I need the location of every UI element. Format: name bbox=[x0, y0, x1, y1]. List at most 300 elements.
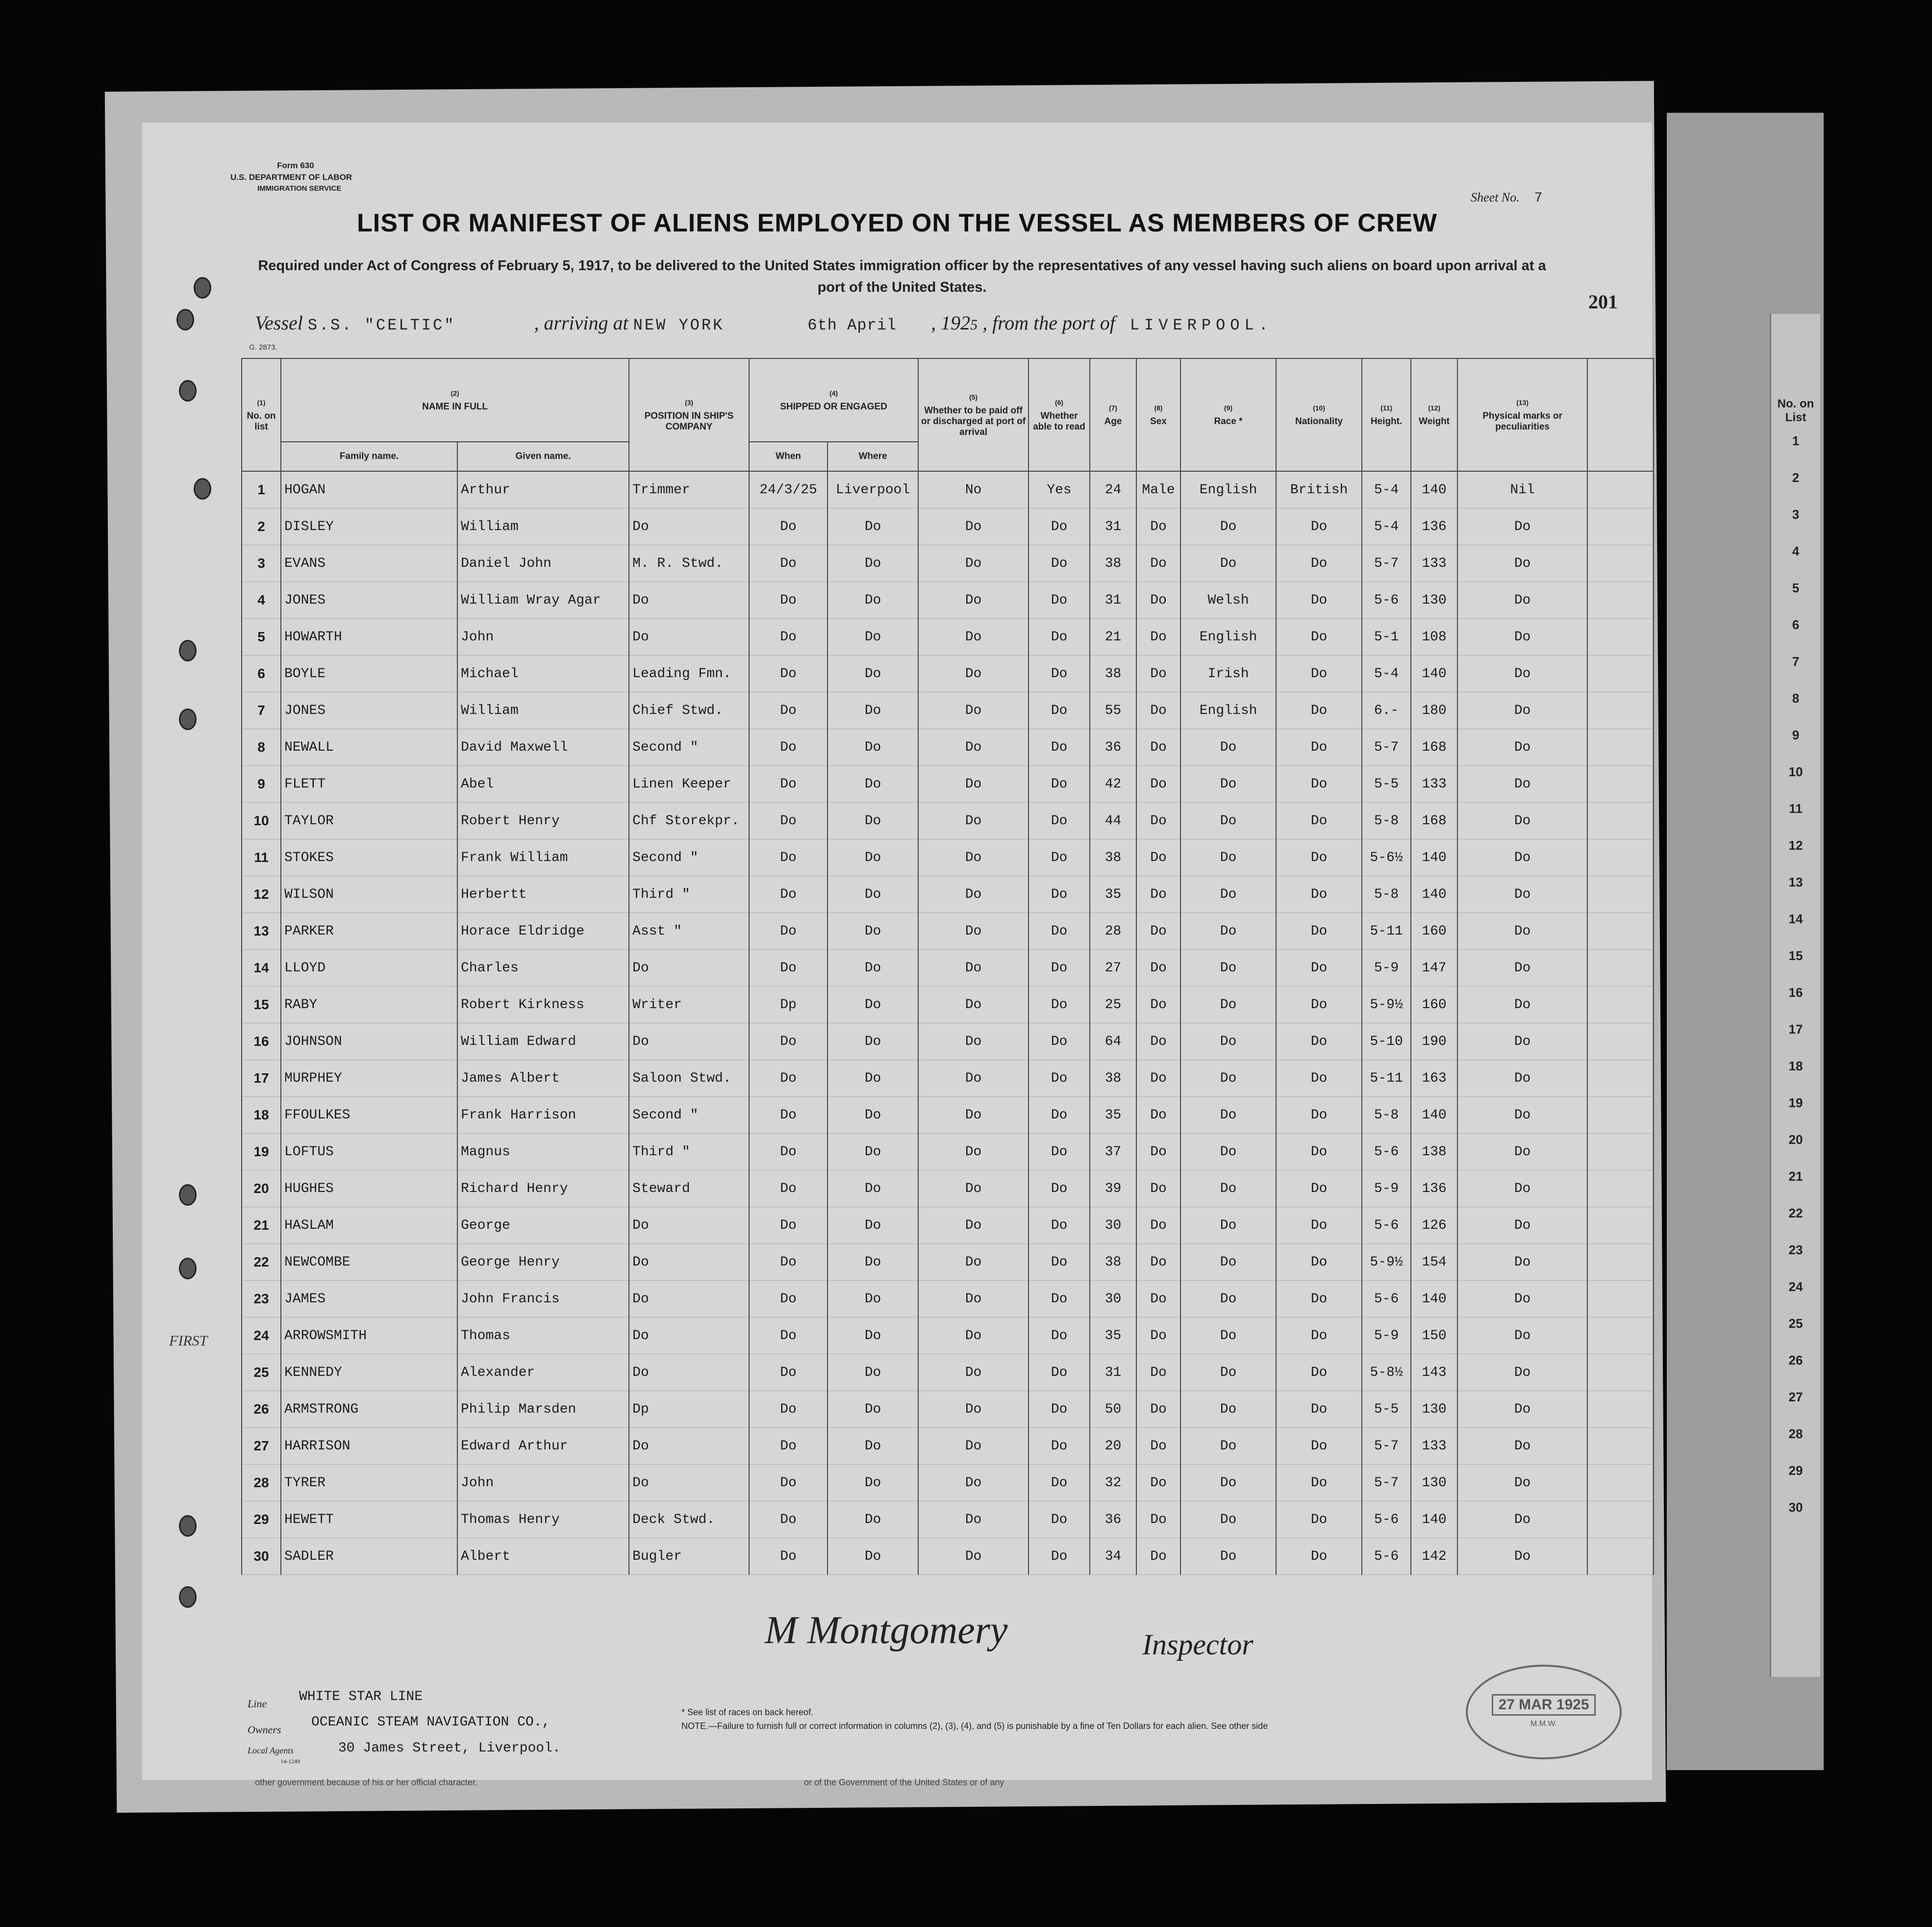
cell-sex: Do bbox=[1136, 1428, 1180, 1465]
cell-paid: Do bbox=[918, 656, 1029, 692]
cell-race: Do bbox=[1180, 950, 1276, 987]
cell-where: Do bbox=[828, 1097, 918, 1134]
cell-race: Welsh bbox=[1180, 582, 1276, 619]
cell-no: 22 bbox=[242, 1244, 281, 1281]
cell-sex: Do bbox=[1136, 545, 1180, 582]
table-row bbox=[242, 987, 1654, 1023]
cell-blank bbox=[1587, 1465, 1654, 1501]
cell-read: Do bbox=[1029, 729, 1090, 766]
cell-read: Do bbox=[1029, 987, 1090, 1023]
cell-given: John bbox=[457, 619, 629, 656]
cell-where: Do bbox=[828, 619, 918, 656]
cell-race: Do bbox=[1180, 839, 1276, 876]
adjacent-sheet-number: 3 bbox=[1792, 507, 1800, 522]
cell-height: 5-6½ bbox=[1362, 839, 1411, 876]
cell-position: Do bbox=[629, 1207, 749, 1244]
adjacent-sheet-number: 25 bbox=[1788, 1316, 1803, 1331]
cell-height: 5-8 bbox=[1362, 803, 1411, 839]
cell-position: Chief Stwd. bbox=[629, 692, 749, 729]
cell-position: M. R. Stwd. bbox=[629, 545, 749, 582]
cell-family: JAMES bbox=[281, 1281, 457, 1318]
cell-when: Do bbox=[749, 1281, 828, 1318]
adjacent-sheet-number: 16 bbox=[1788, 985, 1803, 1000]
col-header-paid-off: (5) Whether to be paid off or discharged at port of arrival bbox=[918, 358, 1029, 471]
cell-height: 5-5 bbox=[1362, 766, 1411, 803]
cell-age: 36 bbox=[1090, 1501, 1136, 1538]
col-header-no: (1) No. on list bbox=[242, 358, 281, 471]
table-row bbox=[242, 1281, 1654, 1318]
cell-given: Alexander bbox=[457, 1354, 629, 1391]
table-row bbox=[242, 1538, 1654, 1575]
cell-race: Do bbox=[1180, 1391, 1276, 1428]
cell-marks: Do bbox=[1457, 656, 1587, 692]
col-header-when: When bbox=[749, 442, 828, 471]
col-header-given-name: Given name. bbox=[457, 442, 629, 471]
cell-paid: No bbox=[918, 471, 1029, 508]
cell-when: Do bbox=[749, 1428, 828, 1465]
col-header-weight: (12) Weight bbox=[1411, 358, 1457, 471]
cell-no: 26 bbox=[242, 1391, 281, 1428]
cell-read: Do bbox=[1029, 1170, 1090, 1207]
cell-family: NEWALL bbox=[281, 729, 457, 766]
cell-sex: Do bbox=[1136, 1097, 1180, 1134]
cell-blank bbox=[1587, 876, 1654, 913]
cell-read: Do bbox=[1029, 950, 1090, 987]
cell-age: 38 bbox=[1090, 656, 1136, 692]
cell-sex: Do bbox=[1136, 1538, 1180, 1575]
manifest-body bbox=[242, 471, 1654, 1575]
cell-family: HOGAN bbox=[281, 471, 457, 508]
cell-given: George bbox=[457, 1207, 629, 1244]
cell-race: Do bbox=[1180, 1501, 1276, 1538]
cell-blank bbox=[1587, 656, 1654, 692]
cell-weight: 180 bbox=[1411, 692, 1457, 729]
cell-age: 35 bbox=[1090, 876, 1136, 913]
cell-where: Do bbox=[828, 582, 918, 619]
cell-sex: Do bbox=[1136, 619, 1180, 656]
cell-age: 31 bbox=[1090, 1354, 1136, 1391]
cell-given: Magnus bbox=[457, 1134, 629, 1170]
cell-nat: Do bbox=[1276, 545, 1362, 582]
cell-sex: Do bbox=[1136, 913, 1180, 950]
cell-race: Do bbox=[1180, 729, 1276, 766]
adjacent-sheet-number: 1 bbox=[1792, 433, 1800, 448]
cell-blank bbox=[1587, 471, 1654, 508]
cell-blank bbox=[1587, 1207, 1654, 1244]
cell-age: 42 bbox=[1090, 766, 1136, 803]
cell-position: Linen Keeper bbox=[629, 766, 749, 803]
cell-height: 5-4 bbox=[1362, 508, 1411, 545]
cell-sex: Do bbox=[1136, 1060, 1180, 1097]
cell-height: 5-8 bbox=[1362, 876, 1411, 913]
cell-read: Do bbox=[1029, 656, 1090, 692]
cell-race: Do bbox=[1180, 545, 1276, 582]
cell-family: HARRISON bbox=[281, 1428, 457, 1465]
cell-given: Philip Marsden bbox=[457, 1391, 629, 1428]
adjacent-sheet-number: 12 bbox=[1788, 838, 1803, 853]
table-row bbox=[242, 1465, 1654, 1501]
arrival-date: 6th April bbox=[807, 316, 897, 334]
cell-age: 38 bbox=[1090, 545, 1136, 582]
cell-nat: Do bbox=[1276, 1465, 1362, 1501]
cell-family: TYRER bbox=[281, 1465, 457, 1501]
cell-position: Do bbox=[629, 1244, 749, 1281]
from-label: , from the port of bbox=[982, 312, 1115, 334]
cell-position: Do bbox=[629, 1465, 749, 1501]
races-note: * See list of races on back hereof. bbox=[681, 1707, 814, 1717]
cell-nat: Do bbox=[1276, 1538, 1362, 1575]
cell-no: 4 bbox=[242, 582, 281, 619]
adjacent-sheet-number: 13 bbox=[1788, 875, 1803, 889]
cell-age: 28 bbox=[1090, 913, 1136, 950]
cell-read: Yes bbox=[1029, 471, 1090, 508]
cell-position: Do bbox=[629, 1318, 749, 1354]
cell-no: 14 bbox=[242, 950, 281, 987]
cell-read: Do bbox=[1029, 1207, 1090, 1244]
adjacent-sheet-number: 29 bbox=[1788, 1463, 1803, 1478]
cell-race: English bbox=[1180, 692, 1276, 729]
cell-sex: Do bbox=[1136, 839, 1180, 876]
cell-nat: Do bbox=[1276, 1318, 1362, 1354]
cell-race: Do bbox=[1180, 803, 1276, 839]
cell-height: 5-8 bbox=[1362, 1097, 1411, 1134]
cell-read: Do bbox=[1029, 1318, 1090, 1354]
cell-race: Do bbox=[1180, 1134, 1276, 1170]
cell-when: Do bbox=[749, 913, 828, 950]
cell-sex: Do bbox=[1136, 692, 1180, 729]
arriving-label: , arriving at bbox=[534, 312, 628, 334]
cell-no: 11 bbox=[242, 839, 281, 876]
cell-no: 28 bbox=[242, 1465, 281, 1501]
cell-age: 21 bbox=[1090, 619, 1136, 656]
cell-marks: Do bbox=[1457, 1097, 1587, 1134]
cell-family: HOWARTH bbox=[281, 619, 457, 656]
table-row bbox=[242, 545, 1654, 582]
cell-read: Do bbox=[1029, 1354, 1090, 1391]
punch-hole bbox=[179, 709, 197, 730]
cell-read: Do bbox=[1029, 619, 1090, 656]
cell-family: HASLAM bbox=[281, 1207, 457, 1244]
cell-where: Do bbox=[828, 1318, 918, 1354]
cell-family: NEWCOMBE bbox=[281, 1244, 457, 1281]
cell-blank bbox=[1587, 1170, 1654, 1207]
cell-read: Do bbox=[1029, 582, 1090, 619]
page-number: 201 bbox=[1588, 291, 1618, 313]
col-header-nationality: (10) Nationality bbox=[1276, 358, 1362, 471]
cell-no: 16 bbox=[242, 1023, 281, 1060]
cell-weight: 140 bbox=[1411, 839, 1457, 876]
cell-blank bbox=[1587, 545, 1654, 582]
cell-no: 27 bbox=[242, 1428, 281, 1465]
cell-when: Do bbox=[749, 1170, 828, 1207]
cell-family: PARKER bbox=[281, 913, 457, 950]
punch-hole bbox=[179, 640, 197, 661]
cell-age: 35 bbox=[1090, 1318, 1136, 1354]
cell-paid: Do bbox=[918, 913, 1029, 950]
adjacent-sheet-number: 27 bbox=[1788, 1390, 1803, 1404]
cell-age: 39 bbox=[1090, 1170, 1136, 1207]
cell-position: Steward bbox=[629, 1170, 749, 1207]
year-prefix: , 192 bbox=[931, 312, 971, 334]
table-row bbox=[242, 876, 1654, 913]
cell-given: Horace Eldridge bbox=[457, 913, 629, 950]
cell-age: 44 bbox=[1090, 803, 1136, 839]
cell-position: Second " bbox=[629, 839, 749, 876]
cell-age: 34 bbox=[1090, 1538, 1136, 1575]
punch-hole bbox=[176, 309, 194, 330]
cell-given: William Wray Agar bbox=[457, 582, 629, 619]
cell-paid: Do bbox=[918, 1428, 1029, 1465]
cell-paid: Do bbox=[918, 1170, 1029, 1207]
cell-marks: Do bbox=[1457, 950, 1587, 987]
cell-paid: Do bbox=[918, 1207, 1029, 1244]
cell-blank bbox=[1587, 508, 1654, 545]
cell-nat: Do bbox=[1276, 692, 1362, 729]
cell-weight: 150 bbox=[1411, 1318, 1457, 1354]
cell-position: Do bbox=[629, 1354, 749, 1391]
cell-family: RABY bbox=[281, 987, 457, 1023]
cell-height: 5-5 bbox=[1362, 1391, 1411, 1428]
punch-hole bbox=[194, 277, 211, 299]
cell-race: Do bbox=[1180, 766, 1276, 803]
cell-blank bbox=[1587, 729, 1654, 766]
cell-marks: Do bbox=[1457, 987, 1587, 1023]
cell-weight: 133 bbox=[1411, 545, 1457, 582]
cell-position: Third " bbox=[629, 876, 749, 913]
table-row bbox=[242, 1428, 1654, 1465]
cell-race: Do bbox=[1180, 1023, 1276, 1060]
cell-where: Do bbox=[828, 1281, 918, 1318]
cell-given: Michael bbox=[457, 656, 629, 692]
cell-given: David Maxwell bbox=[457, 729, 629, 766]
cell-when: Do bbox=[749, 1501, 828, 1538]
cell-no: 2 bbox=[242, 508, 281, 545]
year-digit: 5 bbox=[970, 317, 978, 333]
cell-blank bbox=[1587, 692, 1654, 729]
cell-paid: Do bbox=[918, 987, 1029, 1023]
crew-manifest-table bbox=[241, 358, 1654, 1575]
cell-family: DISLEY bbox=[281, 508, 457, 545]
cell-nat: Do bbox=[1276, 766, 1362, 803]
cell-no: 17 bbox=[242, 1060, 281, 1097]
cell-position: Leading Fmn. bbox=[629, 656, 749, 692]
adjacent-sheet-number: 7 bbox=[1792, 654, 1800, 669]
table-row bbox=[242, 1501, 1654, 1538]
cell-weight: 130 bbox=[1411, 1391, 1457, 1428]
adjacent-sheet-number: 11 bbox=[1789, 801, 1803, 816]
col-header-position: (3) POSITION IN SHIP'S COMPANY bbox=[629, 358, 749, 471]
cell-weight: 130 bbox=[1411, 582, 1457, 619]
table-row bbox=[242, 656, 1654, 692]
cell-where: Do bbox=[828, 729, 918, 766]
adjacent-sheet-number: 4 bbox=[1792, 544, 1800, 558]
cell-nat: British bbox=[1276, 471, 1362, 508]
punch-hole bbox=[194, 478, 211, 500]
cell-height: 5-4 bbox=[1362, 656, 1411, 692]
cell-no: 29 bbox=[242, 1501, 281, 1538]
cell-height: 5-7 bbox=[1362, 545, 1411, 582]
cell-sex: Do bbox=[1136, 1501, 1180, 1538]
cell-marks: Do bbox=[1457, 1134, 1587, 1170]
cell-given: Charles bbox=[457, 950, 629, 987]
cell-height: 5-6 bbox=[1362, 1501, 1411, 1538]
adjacent-sheet-number: 15 bbox=[1788, 948, 1803, 963]
cell-paid: Do bbox=[918, 582, 1029, 619]
cell-race: Do bbox=[1180, 1465, 1276, 1501]
stamp-text: M.M.W. bbox=[1530, 1720, 1557, 1728]
cell-weight: 136 bbox=[1411, 1170, 1457, 1207]
cell-paid: Do bbox=[918, 729, 1029, 766]
from-port: LIVERPOOL. bbox=[1129, 316, 1273, 334]
cell-paid: Do bbox=[918, 692, 1029, 729]
cell-when: Do bbox=[749, 1465, 828, 1501]
cell-sex: Do bbox=[1136, 729, 1180, 766]
cell-family: LOFTUS bbox=[281, 1134, 457, 1170]
cell-no: 8 bbox=[242, 729, 281, 766]
col-header-marks: (13) Physical marks or peculiarities bbox=[1457, 358, 1587, 471]
table-row bbox=[242, 913, 1654, 950]
adjacent-sheet-number: 23 bbox=[1788, 1242, 1803, 1257]
cell-marks: Do bbox=[1457, 1207, 1587, 1244]
cell-where: Do bbox=[828, 803, 918, 839]
cell-marks: Do bbox=[1457, 582, 1587, 619]
cell-height: 5-7 bbox=[1362, 729, 1411, 766]
cell-blank bbox=[1587, 1097, 1654, 1134]
col-header-sex: (8) Sex bbox=[1136, 358, 1180, 471]
cell-age: 38 bbox=[1090, 839, 1136, 876]
table-row bbox=[242, 471, 1654, 508]
cell-read: Do bbox=[1029, 545, 1090, 582]
cell-blank bbox=[1587, 619, 1654, 656]
cell-marks: Do bbox=[1457, 508, 1587, 545]
cell-marks: Do bbox=[1457, 692, 1587, 729]
cell-when: Do bbox=[749, 656, 828, 692]
cell-where: Do bbox=[828, 1207, 918, 1244]
cell-sex: Do bbox=[1136, 1318, 1180, 1354]
cell-when: Do bbox=[749, 950, 828, 987]
cell-age: 55 bbox=[1090, 692, 1136, 729]
cell-weight: 140 bbox=[1411, 1097, 1457, 1134]
cell-read: Do bbox=[1029, 1501, 1090, 1538]
cell-weight: 136 bbox=[1411, 508, 1457, 545]
col-header-race: (9) Race * bbox=[1180, 358, 1276, 471]
cell-nat: Do bbox=[1276, 839, 1362, 876]
cell-position: Third " bbox=[629, 1134, 749, 1170]
cell-position: Do bbox=[629, 1023, 749, 1060]
cell-age: 31 bbox=[1090, 582, 1136, 619]
cell-age: 38 bbox=[1090, 1060, 1136, 1097]
agents-label: Local Agents bbox=[248, 1746, 294, 1755]
cell-where: Do bbox=[828, 876, 918, 913]
cell-weight: 160 bbox=[1411, 913, 1457, 950]
cell-paid: Do bbox=[918, 1023, 1029, 1060]
cell-nat: Do bbox=[1276, 656, 1362, 692]
cell-marks: Do bbox=[1457, 1023, 1587, 1060]
cell-blank bbox=[1587, 766, 1654, 803]
cell-read: Do bbox=[1029, 839, 1090, 876]
adjacent-sheet-number: 18 bbox=[1788, 1059, 1803, 1073]
cell-given: Albert bbox=[457, 1538, 629, 1575]
cell-when: Do bbox=[749, 1538, 828, 1575]
cell-when: Do bbox=[749, 1391, 828, 1428]
vessel-line bbox=[255, 311, 1273, 334]
cell-position: Chf Storekpr. bbox=[629, 803, 749, 839]
cell-age: 31 bbox=[1090, 508, 1136, 545]
cell-nat: Do bbox=[1276, 1060, 1362, 1097]
cell-blank bbox=[1587, 1538, 1654, 1575]
owners-value: OCEANIC STEAM NAVIGATION CO., bbox=[311, 1715, 551, 1730]
cell-race: Do bbox=[1180, 913, 1276, 950]
cell-weight: 130 bbox=[1411, 1465, 1457, 1501]
cell-no: 7 bbox=[242, 692, 281, 729]
cell-height: 6.- bbox=[1362, 692, 1411, 729]
cell-marks: Do bbox=[1457, 1391, 1587, 1428]
table-row bbox=[242, 1060, 1654, 1097]
cell-when: 24/3/25 bbox=[749, 471, 828, 508]
cell-blank bbox=[1587, 582, 1654, 619]
cell-where: Do bbox=[828, 1354, 918, 1391]
cell-position: Do bbox=[629, 619, 749, 656]
cell-sex: Do bbox=[1136, 876, 1180, 913]
cell-blank bbox=[1587, 1501, 1654, 1538]
cell-paid: Do bbox=[918, 803, 1029, 839]
cell-position: Second " bbox=[629, 1097, 749, 1134]
adjacent-sheet-number: 22 bbox=[1788, 1206, 1803, 1220]
cell-height: 5-9 bbox=[1362, 1318, 1411, 1354]
form-code: G. 2873. bbox=[249, 343, 277, 352]
cell-race: English bbox=[1180, 471, 1276, 508]
arrival-port: NEW YORK bbox=[633, 316, 725, 334]
cell-paid: Do bbox=[918, 1060, 1029, 1097]
adjacent-sheet-number: 20 bbox=[1788, 1132, 1803, 1147]
cell-race: Do bbox=[1180, 508, 1276, 545]
cell-family: ARROWSMITH bbox=[281, 1318, 457, 1354]
cell-when: Dp bbox=[749, 987, 828, 1023]
cell-position: Dp bbox=[629, 1391, 749, 1428]
cell-height: 5-6 bbox=[1362, 1134, 1411, 1170]
adjacent-sheet-numbers bbox=[1774, 314, 1818, 1537]
cell-marks: Do bbox=[1457, 766, 1587, 803]
cell-age: 20 bbox=[1090, 1428, 1136, 1465]
adjacent-sheet-number: 26 bbox=[1788, 1353, 1803, 1368]
cell-where: Do bbox=[828, 508, 918, 545]
table-row bbox=[242, 950, 1654, 987]
col-header-name: (2) NAME IN FULL bbox=[281, 358, 629, 442]
cell-paid: Do bbox=[918, 508, 1029, 545]
cell-where: Do bbox=[828, 1134, 918, 1170]
cell-race: Do bbox=[1180, 1244, 1276, 1281]
cell-paid: Do bbox=[918, 839, 1029, 876]
table-row bbox=[242, 1318, 1654, 1354]
inspector-signature: M Montgomery bbox=[765, 1609, 1008, 1652]
cell-marks: Do bbox=[1457, 1538, 1587, 1575]
cell-given: Robert Kirkness bbox=[457, 987, 629, 1023]
col-header-read: (6) Whether able to read bbox=[1029, 358, 1090, 471]
cell-paid: Do bbox=[918, 1134, 1029, 1170]
cell-paid: Do bbox=[918, 545, 1029, 582]
cell-given: Thomas Henry bbox=[457, 1501, 629, 1538]
cell-nat: Do bbox=[1276, 1023, 1362, 1060]
cell-nat: Do bbox=[1276, 913, 1362, 950]
cell-read: Do bbox=[1029, 1538, 1090, 1575]
adjacent-sheet-number: 19 bbox=[1788, 1095, 1803, 1110]
cell-given: Robert Henry bbox=[457, 803, 629, 839]
cell-family: LLOYD bbox=[281, 950, 457, 987]
cell-family: JONES bbox=[281, 582, 457, 619]
cell-family: JOHNSON bbox=[281, 1023, 457, 1060]
line-label: Line bbox=[248, 1698, 267, 1710]
table-row bbox=[242, 1244, 1654, 1281]
